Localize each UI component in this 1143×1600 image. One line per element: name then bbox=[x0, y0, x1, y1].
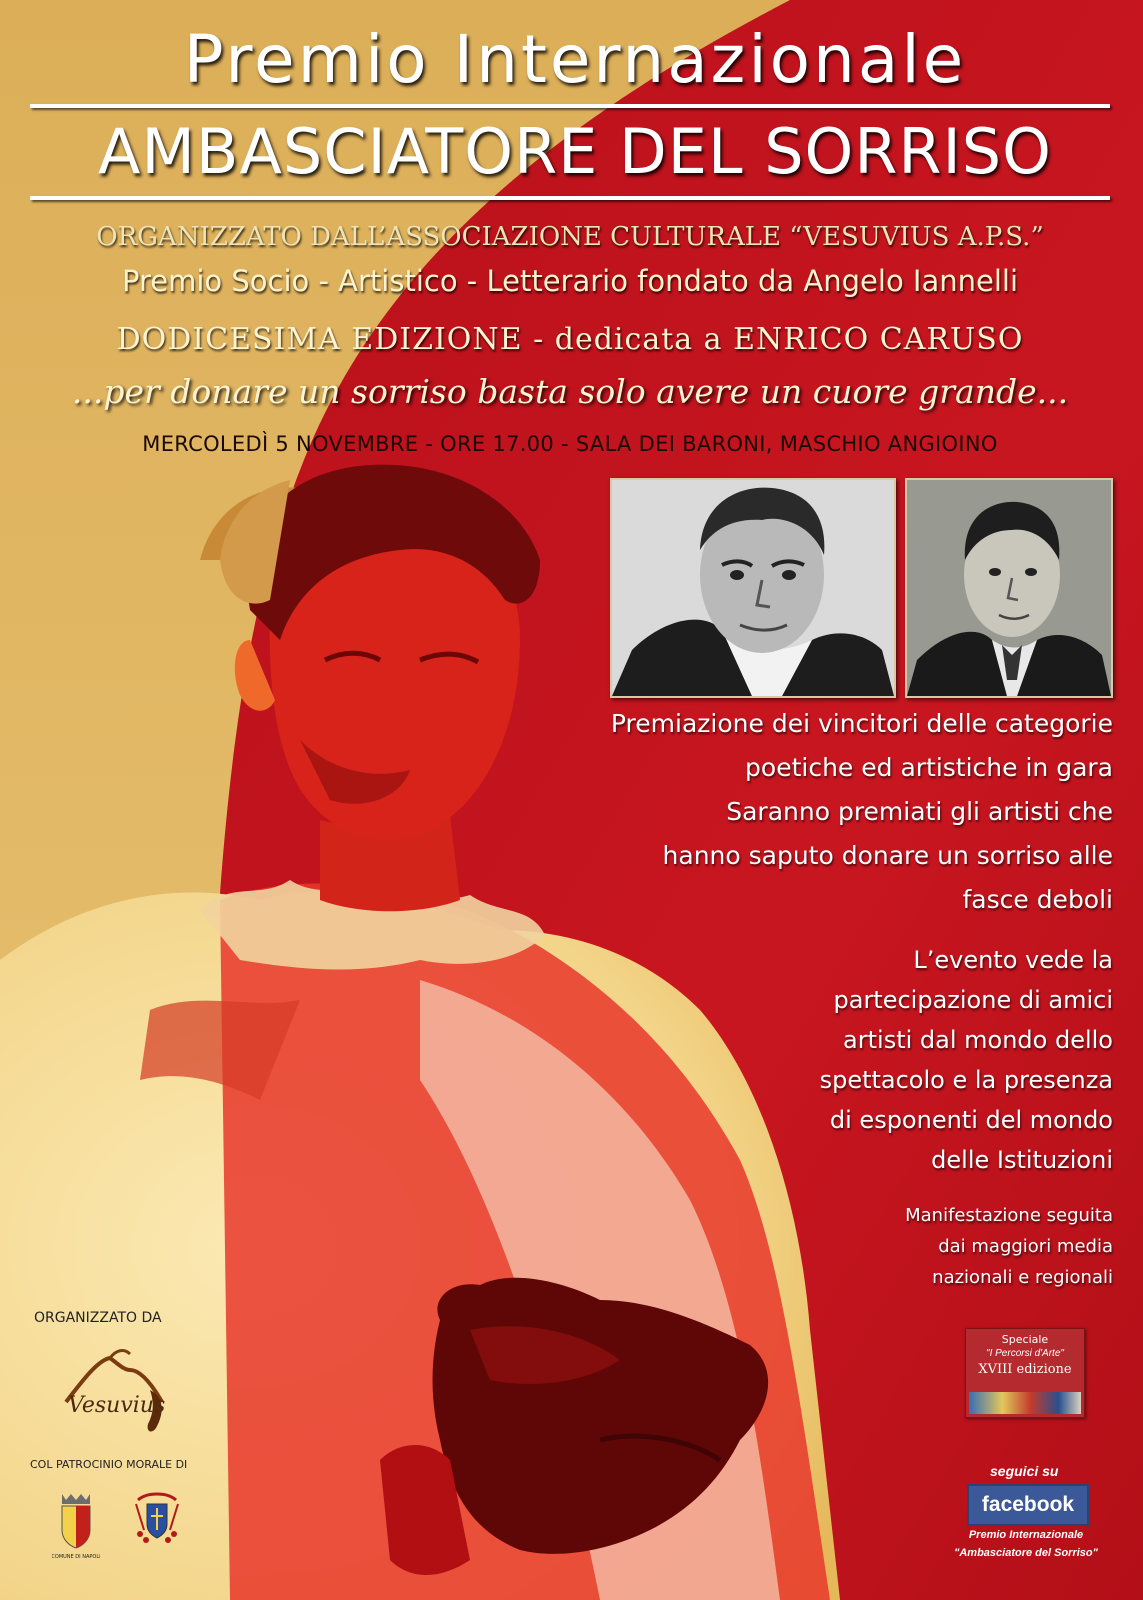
svg-text:Vesuvius: Vesuvius bbox=[68, 1393, 166, 1418]
patronage-label: COL PATROCINIO MORALE DI bbox=[30, 1458, 188, 1471]
event-line: spettacolo e la presenza bbox=[819, 1066, 1113, 1094]
date-line: MERCOLEDÌ 5 NOVEMBRE - ORE 17.00 - SALA DEI BARONI, MASCHIO ANGIOINO bbox=[142, 432, 998, 456]
facebook-button[interactable]: facebook bbox=[967, 1484, 1089, 1526]
title-rule-bottom bbox=[30, 196, 1110, 200]
organizer-line: ORGANIZZATO DALL’ASSOCIAZIONE CULTURALE “VESUVIUS A.P.S.” bbox=[96, 222, 1044, 252]
awards-line: Premiazione dei vincitori delle categorie bbox=[610, 709, 1113, 738]
special-badge-line-3: XVIII edizione bbox=[978, 1362, 1072, 1377]
awards-line: poetiche ed artistiche in gara bbox=[745, 753, 1113, 782]
caruso-portrait-2 bbox=[905, 478, 1113, 698]
founder-line: Premio Socio - Artistico - Letterario fondato da Angelo Iannelli bbox=[121, 264, 1018, 298]
media-coverage bbox=[905, 1200, 1113, 1293]
awards-description bbox=[611, 702, 1113, 922]
title-ambasciatore-del-sorriso: AMBASCIATORE DEL SORRISO bbox=[98, 115, 1052, 188]
awards-line: fasce deboli bbox=[962, 885, 1113, 914]
media-line: Manifestazione seguita bbox=[905, 1205, 1113, 1226]
event-line: L’evento vede la bbox=[913, 946, 1113, 974]
facebook-page-name-line-2: "Ambasciatore del Sorriso" bbox=[954, 1547, 1098, 1559]
awards-line: hanno saputo donare un sorriso alle bbox=[662, 841, 1113, 870]
special-edition-badge bbox=[965, 1328, 1085, 1418]
facebook-page-name-line-1: Premio Internazionale bbox=[968, 1529, 1084, 1541]
edition-line: DODICESIMA EDIZIONE - dedicata a ENRICO CARUSO bbox=[116, 322, 1024, 357]
event-description bbox=[820, 940, 1113, 1180]
organizer-label: ORGANIZZATO DA bbox=[34, 1310, 162, 1326]
title-premio-internazionale: Premio Internazionale bbox=[183, 21, 967, 98]
follow-us-label: seguici su bbox=[990, 1463, 1059, 1479]
event-line: delle Istituzioni bbox=[931, 1146, 1113, 1174]
svg-text:COMUNE DI NAPOLI: COMUNE DI NAPOLI bbox=[52, 1554, 100, 1560]
motto: ...per donare un sorriso basta solo avere un cuore grande... bbox=[71, 372, 1069, 411]
cardinal-coat-of-arms-icon bbox=[132, 1490, 182, 1552]
event-line: di esponenti del mondo bbox=[829, 1106, 1113, 1134]
special-badge-line-1: Speciale bbox=[1001, 1333, 1049, 1346]
vesuvius-logo-icon bbox=[58, 1340, 168, 1442]
awards-line: Saranno premiati gli artisti che bbox=[726, 797, 1113, 826]
caruso-portrait-1 bbox=[610, 478, 896, 698]
special-badge-image bbox=[969, 1392, 1081, 1414]
event-line: partecipazione di amici bbox=[833, 986, 1113, 1014]
special-badge-line-2: "I Percorsi d'Arte" bbox=[986, 1348, 1064, 1359]
event-line: artisti dal mondo dello bbox=[843, 1026, 1113, 1054]
media-line: nazionali e regionali bbox=[932, 1267, 1113, 1288]
naples-coat-of-arms-icon bbox=[52, 1490, 100, 1560]
media-line: dai maggiori media bbox=[938, 1236, 1113, 1257]
